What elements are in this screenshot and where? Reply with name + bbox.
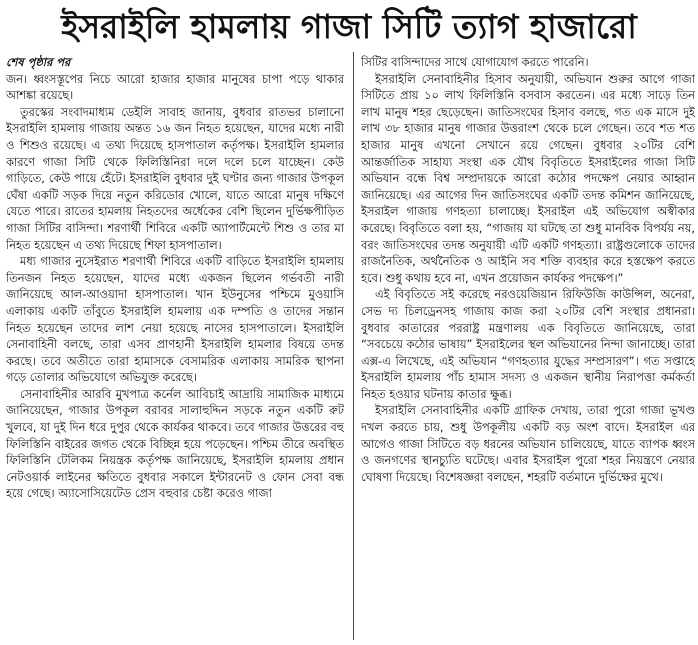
paragraph: তুরস্কের সংবাদমাধ্যম ডেইলি সাবাহ জানায়, বুধবার রাতভর চালানো ইসরাইলি হামলায় গাজায় অন্তত ১৬ জন নিহত হয়েছেন, যাদের মধ্যে নারী ও শিশুও রয়েছে। এ তথ্য দিয়েছে হাসপাতাল কর্তৃপক্ষ। ইসরাইলি হামলার কারণে গাজা সিটি থেকে ফিলিস্তিনিরা দলে দলে চলে যাচ্ছেন। কেউ গাড়িতে, কেউ পায়ে হেঁটে। ইসরাইলি বুধবার দুই ঘণ্টার জন্য গাজার উপকূল ঘেঁষা একটি সড়ক দিয়ে নতুন করিডোর খোলে, যাতে আরো মানুষ দক্ষিণে যেতে পারে। রাতের হামলায় নিহতদের অর্ধেকের বেশি ছিলেন দুর্ভিক্ষপীড়িত গাজা সিটির বাসিন্দা। শরণার্থী শিবিরে একটি অ্যাপার্টমেন্টে শিশু ও তার মা নিহত হয়েছেন এ তথ্য দিয়েছে শিফা হাসপাতাল। — [6, 104, 344, 252]
paragraph: এই বিবৃতিতে সই করেছে নরওয়েজিয়ান রিফিউজি কাউন্সিল, অনেরা, সেভ দ্য চিলড্রেনসহ গাজায় কাজ করা ২০টির বেশি সংস্থার প্রধানরা। বুধবার কাতারের পররাষ্ট্র মন্ত্রণালয় এক বিবৃতিতে জানিয়েছে, তারা “সবচেয়ে কঠোর ভাষায়” ইসরাইলের স্থল অভিযানের নিন্দা জানাচ্ছে। তারা এক্স-এ লিখেছে, এই অভিযান “গণহত্যার যুদ্ধের সম্প্রসারণ”। গত সপ্তাহে ইসরাইলি হামলায় পাঁচ হামাস সদস্য ও একজন স্থানীয় নিরাপত্তা কর্মকর্তা নিহত হওয়ার ঘটনায় কাতার ক্ষুব্ধ। — [361, 287, 695, 401]
paragraph: ইসরাইলি সেনাবাহিনীর একটি গ্রাফিক দেখায়, তারা পুরো গাজা ভূখণ্ড দখল করতে চায়, শুধু উপকূলীয় একটি বড় অংশ বাদে। ইসরাইল এর আগেও গাজা সিটিতে বড় ধরনের অভিযান চালিয়েছে, যাতে ব্যাপক ধ্বংস ও জনগণের স্থানচ্যুতি ঘটেছে। এবার ইসরাইল পুরো শহর নিয়ন্ত্রণে নেয়ার ঘোষণা দিয়েছে। বিশেষজ্ঞরা বলছেন, শহরটি বর্তমানে দুর্ভিক্ষের মুখে। — [361, 403, 695, 484]
paragraph: সিটির বাসিন্দাদের সাথে যোগাযোগ করতে পারেনি। — [361, 55, 589, 69]
headline: ইসরাইলি হামলায় গাজা সিটি ত্যাগ হাজারো — [61, 7, 637, 46]
column-divider — [353, 52, 354, 640]
paragraph: ইসরাইলি সেনাবাহিনীর হিসাব অনুযায়ী, অভিযান শুরুর আগে গাজা সিটিতে প্রায় ১০ লাখ ফিলিস্তিনি বসবাস করতেন। এর মধ্যে সাড়ে তিন লাখ মানুষ শহর ছেড়েছেন। জাতিসংঘের হিসাব বলছে, গত এক মাসে দুই লাখ ৩৮ হাজার মানুষ গাজার উত্তরাংশ থেকে চলে গেছেন। তবে শত শত হাজার মানুষ এখনো সেখানে রয়ে গেছেন। বুধবার ২০টির বেশি আন্তর্জাতিক সাহায্য সংস্থা এক যৌথ বিবৃতিতে ইসরাইলের গাজা সিটি অভিযান বন্ধে বিশ্ব সম্প্রদায়কে আরো কঠোর পদক্ষেপ নেয়ার আহ্বান জানিয়েছে। এর আগের দিন জাতিসংঘের একটি তদন্ত কমিশন জানিয়েছে, ইসরাইল গাজায় গণহত্যা চালাচ্ছে। ইসরাইল এই অভিযোগ অস্বীকার করেছে। বিবৃতিতে বলা হয়, “গাজায় যা ঘটছে তা শুধু মানবিক বিপর্যয় নয়, বরং জাতিসংঘের তদন্ত অনুযায়ী এটি একটি গণহত্যা। রাষ্ট্রগুলোকে তাদের রাজনৈতিক, অর্থনৈতিক ও আইনি সব শক্তি ব্যবহার করে হস্তক্ষেপ করতে হবে। শুধু কথায় হবে না, এখন প্রয়োজন কার্যকর পদক্ষেপ।” — [361, 71, 695, 285]
right-column — [361, 54, 695, 642]
left-column — [6, 54, 344, 642]
continued-label: শেষ পৃষ্ঠার পর — [6, 55, 71, 69]
paragraph: সেনাবাহিনীর আরবি মুখপাত্র কর্নেল আবিচাই আদ্রায়ি সামাজিক মাধ্যমে জানিয়েছেন, গাজার উপকূল বরাবর সালাহুদ্দিন সড়কে নতুন একটি রুট খুলবে, যা দুই দিন ধরে দুপুর থেকে কার্যকর থাকবে। তবে গাজার উত্তরের বহু ফিলিস্তিনি বাইরের জগত থেকে বিচ্ছিন্ন হয়ে পড়েছেন। পশ্চিম তীরে অবস্থিত ফিলিস্তিনি টেলিকম নিয়ন্ত্রক কর্তৃপক্ষ জানিয়েছে, ইসরাইলি হামলায় প্রধান নেটওয়ার্ক লাইনের ক্ষতিতে বুধবার সকালে ইন্টারনেট ও ফোন সেবা বন্ধ হয়ে গেছে। অ্যাসোসিয়েটেড প্রেস বহুবার চেষ্টা করেও গাজা — [6, 386, 344, 501]
paragraph: মধ্য গাজার নুসেইরাত শরণার্থী শিবিরে একটি বাড়িতে ইসরাইলি হামলায় তিনজন নিহত হয়েছেন, যাদের মধ্যে একজন ছিলেন গর্ভবতী নারী জানিয়েছে আল-আওয়াদা হাসপাতাল। খান ইউনুসের পশ্চিমে মুওয়াসি এলাকায় একটি তাঁবুতে ইসরাইলি হামলায় এক দম্পতি ও তাদের সন্তান নিহত হয়েছেন তাদের লাশ নেয়া হয়েছে নাসের হাসপাতালে। ইসরাইলি সেনাবাহিনী বলছে, তারা এসব প্রাণহানী ইসরাইলি হামলার বিষয়ে তদন্ত করছে। তবে অতীতে তারা হামাসকে বেসামরিক এলাকায় সামরিক স্থাপনা গড়ে তোলার অভিযোগে অভিযুক্ত করেছে। — [6, 254, 344, 385]
paragraph: জন। ধ্বংসস্তূপের নিচে আরো হাজার হাজার মানুষের চাপা পড়ে থাকার আশঙ্কা রয়েছে। — [6, 71, 344, 103]
